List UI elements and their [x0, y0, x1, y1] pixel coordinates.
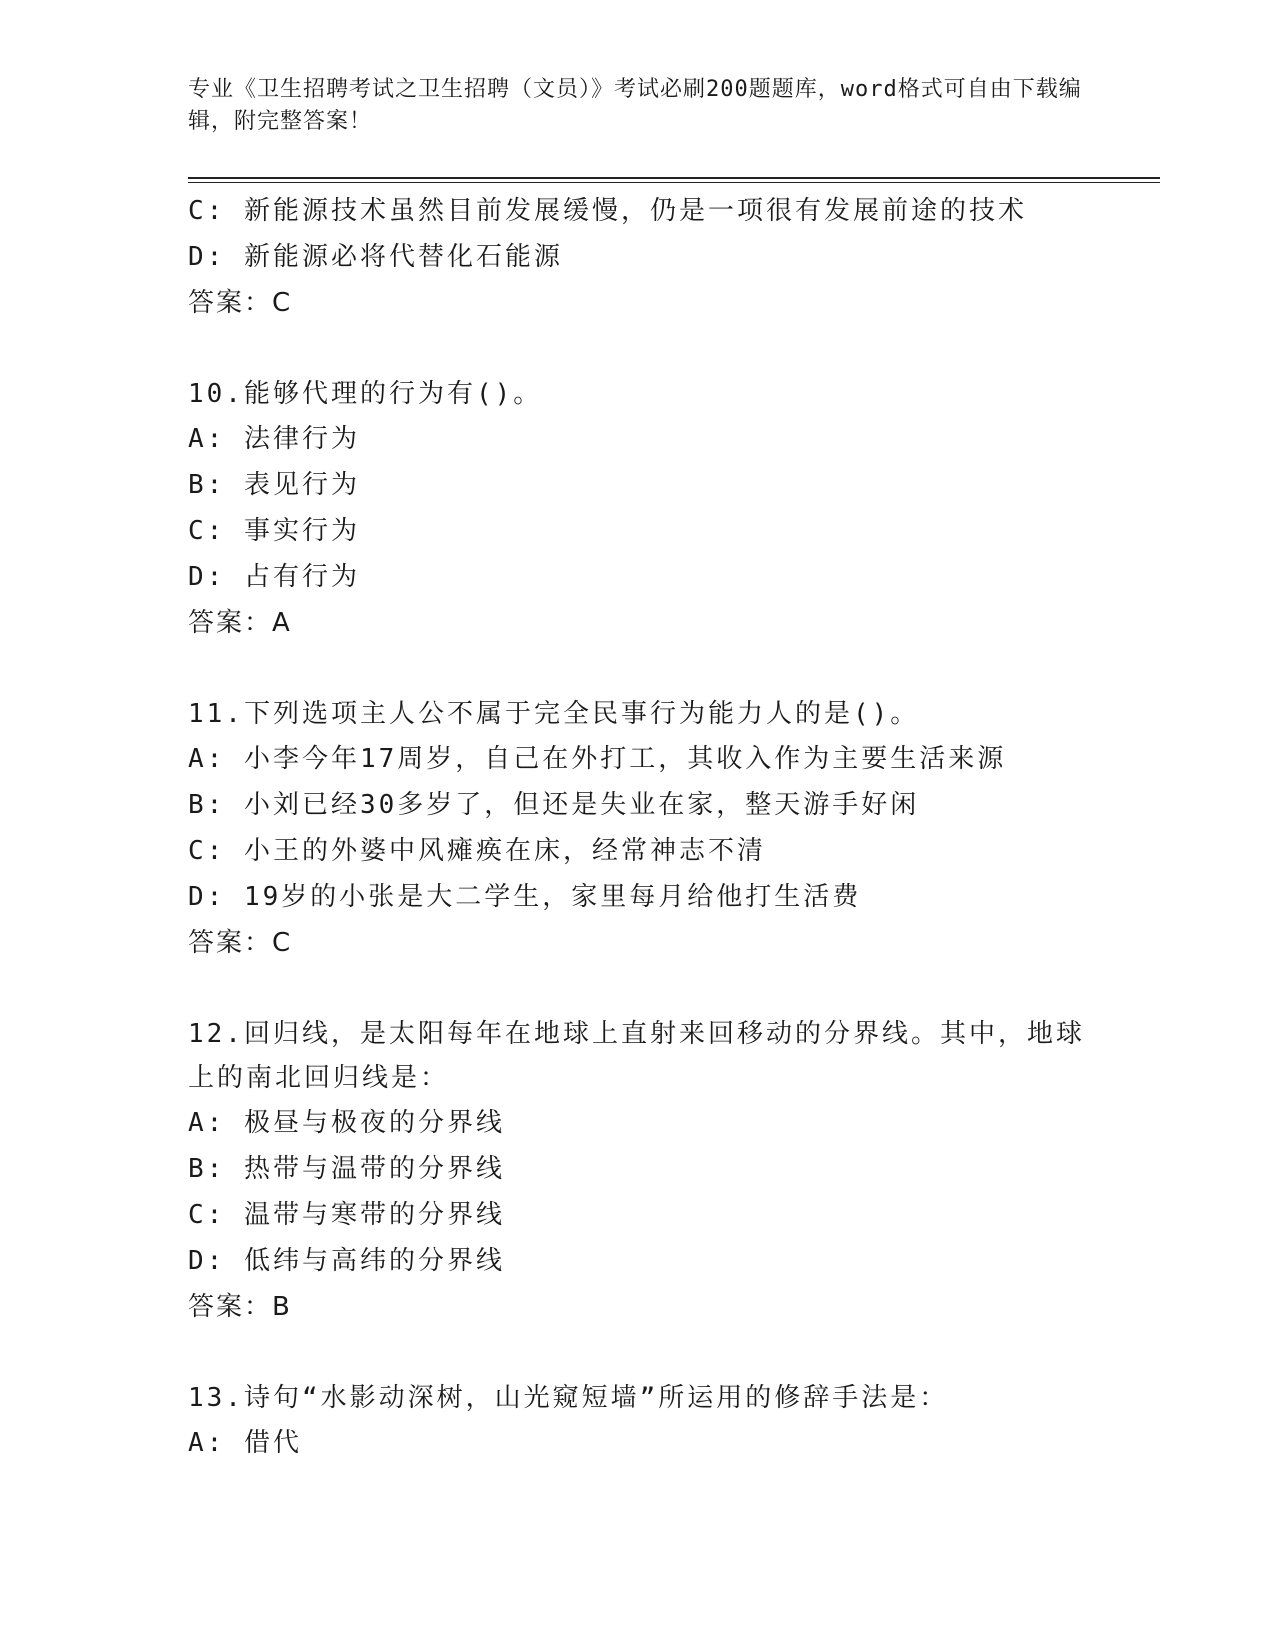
question-11	[188, 692, 1088, 966]
spacer	[188, 1330, 1088, 1376]
option-c: C: 新能源技术虽然目前发展缓慢，仍是一项很有发展前途的技术	[188, 196, 1027, 226]
option-a: A: 小李今年17周岁，自己在外打工，其收入作为主要生活来源	[188, 744, 1007, 774]
option-a: A: 借代	[188, 1428, 302, 1458]
option-d: D: 新能源必将代替化石能源	[188, 242, 563, 272]
option-c: C: 小王的外婆中风瘫痪在床，经常神志不清	[188, 836, 766, 866]
question-9-continued	[188, 188, 1088, 326]
option-a: A: 法律行为	[188, 424, 360, 454]
option-c: C: 事实行为	[188, 516, 360, 546]
question-13	[188, 1376, 1088, 1466]
question-10	[188, 372, 1088, 646]
question-list	[188, 188, 1088, 1466]
option-d: D: 占有行为	[188, 562, 360, 592]
question-stem: 10.能够代理的行为有()。	[188, 379, 543, 409]
option-d: D: 低纬与高纬的分界线	[188, 1246, 505, 1276]
spacer	[188, 966, 1088, 1012]
document-header: 专业《卫生招聘考试之卫生招聘（文员）》考试必刷200题题库，word格式可自由下载编辑，附完整答案！	[188, 77, 1082, 134]
option-a: A: 极昼与极夜的分界线	[188, 1108, 505, 1138]
spacer	[188, 326, 1088, 372]
spacer	[188, 646, 1088, 692]
answer-line: 答案：C	[188, 928, 293, 958]
option-b: B: 表见行为	[188, 470, 360, 500]
option-b: B: 小刘已经30多岁了，但还是失业在家，整天游手好闲	[188, 790, 920, 820]
option-c: C: 温带与寒带的分界线	[188, 1200, 505, 1230]
question-stem: 12.回归线，是太阳每年在地球上直射来回移动的分界线。其中，地球上的南北回归线是：	[188, 1019, 1085, 1093]
answer-line: 答案：C	[188, 288, 293, 318]
option-d: D: 19岁的小张是大二学生，家里每月给他打生活费	[188, 882, 862, 912]
option-b: B: 热带与温带的分界线	[188, 1154, 505, 1184]
question-stem: 11.下列选项主人公不属于完全民事行为能力人的是()。	[188, 699, 920, 729]
question-12	[188, 1012, 1088, 1330]
question-stem: 13.诗句“水影动深树，山光窥短墙”所运用的修辞手法是：	[188, 1383, 949, 1413]
header-divider-thick	[188, 177, 1160, 179]
answer-line: 答案：B	[188, 1292, 292, 1322]
header-divider-thin	[188, 182, 1160, 183]
answer-line: 答案：A	[188, 608, 292, 638]
